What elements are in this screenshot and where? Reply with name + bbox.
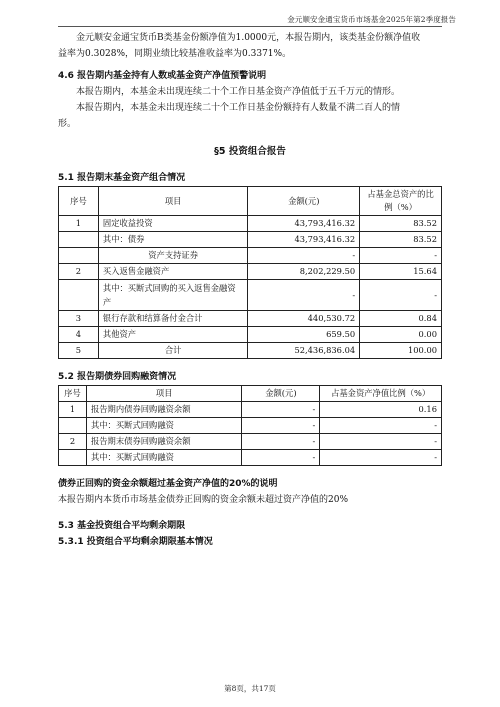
cell-amount: - — [242, 434, 320, 450]
cell-ratio: 83.52 — [360, 216, 442, 232]
cell-ratio: 100.00 — [360, 343, 442, 359]
cell-item: 买入返售金融资产 — [98, 264, 247, 280]
cell-amount: 52,436,836.04 — [248, 343, 360, 359]
section-4-6-para-2-line-2: 形。 — [58, 119, 77, 129]
cell-amount: - — [242, 418, 320, 434]
cell-item: 其他资产 — [98, 327, 247, 343]
cell-no: 3 — [59, 311, 99, 327]
document-body — [58, 30, 442, 550]
cell-ratio: - — [360, 248, 442, 264]
cell-item: 合计 — [98, 343, 247, 359]
section-5-3-1-heading: 5.3.1 投资组合平均剩余期限基本情况 — [58, 537, 213, 547]
cell-ratio: 0.16 — [320, 402, 442, 418]
column-header-amount: 金额(元) — [242, 386, 320, 402]
column-header-item: 项目 — [86, 386, 242, 402]
table-5-2-heading: 5.2 报告期债券回购融资情况 — [58, 372, 177, 382]
cell-amount: 8,202,229.50 — [248, 264, 360, 280]
cell-amount: 43,793,416.32 — [248, 216, 360, 232]
intro-line-1: 金元顺安金通宝货币B类基金份额净值为1.0000元，本报告期内，该类基金份额净值收 — [76, 33, 421, 43]
cell-amount: 659.50 — [248, 327, 360, 343]
section-4-6-heading: 4.6 报告期内基金持有人数或基金资产净值预警说明 — [58, 71, 267, 81]
cell-no — [59, 232, 99, 248]
table-row — [59, 264, 442, 280]
cell-item: 固定收益投资 — [98, 216, 247, 232]
cell-ratio: 15.64 — [360, 264, 442, 280]
section-4-6-para-2-line-1: 本报告期内，本基金未出现连续二十个工作日基金份额持有人数量不满二百人的情 — [76, 103, 401, 113]
cell-ratio: - — [320, 434, 442, 450]
cell-item: 其中：买断式回购的买入返售金融资产 — [98, 280, 247, 311]
repo-financing-table — [58, 385, 442, 466]
table-row — [59, 434, 442, 450]
table-row — [59, 216, 442, 232]
cell-no: 1 — [59, 216, 99, 232]
cell-amount: 43,793,416.32 — [248, 232, 360, 248]
cell-amount: - — [242, 450, 320, 466]
table-row — [59, 327, 442, 343]
column-header-ratio: 占基金资产净值比例（%） — [320, 386, 442, 402]
table-header-row — [59, 386, 442, 402]
column-header-no: 序号 — [59, 386, 87, 402]
cell-item: 其中：债券 — [98, 232, 247, 248]
cell-no: 1 — [59, 402, 87, 418]
column-header-item: 项目 — [98, 187, 247, 216]
cell-ratio: 83.52 — [360, 232, 442, 248]
cell-item: 其中：买断式回购融资 — [86, 418, 242, 434]
table-row — [59, 311, 442, 327]
table-row — [59, 402, 442, 418]
cell-amount: 440,530.72 — [248, 311, 360, 327]
cell-item: 报告期末债券回购融资余额 — [86, 434, 242, 450]
cell-no — [59, 418, 87, 434]
cell-no — [59, 450, 87, 466]
cell-item: 银行存款和结算备付金合计 — [98, 311, 247, 327]
cell-ratio: - — [320, 418, 442, 434]
cell-item: 资产支持证券 — [98, 248, 247, 264]
cell-ratio: 0.00 — [360, 327, 442, 343]
section-5-3-heading: 5.3 基金投资组合平均剩余期限 — [58, 521, 186, 531]
cell-no: 4 — [59, 327, 99, 343]
table-5-1-heading: 5.1 报告期末基金资产组合情况 — [58, 173, 186, 183]
column-header-no: 序号 — [59, 187, 99, 216]
cell-ratio: 0.84 — [360, 311, 442, 327]
cell-amount: - — [248, 280, 360, 311]
table-row — [59, 280, 442, 311]
cell-no: 2 — [59, 264, 99, 280]
section-4-6-para-1: 本报告期内，本基金未出现连续二十个工作日基金资产净值低于五千万元的情形。 — [76, 87, 401, 97]
repo-note-heading: 债券正回购的资金余额超过基金资产净值的20%的说明 — [58, 479, 278, 489]
cell-amount: - — [248, 248, 360, 264]
intro-line-2: 益率为0.3028%，同期业绩比较基准收益率为0.3371%。 — [58, 49, 292, 59]
cell-ratio: - — [360, 280, 442, 311]
asset-allocation-table — [58, 186, 442, 359]
page-number: 第8页，共17页 — [224, 684, 276, 693]
section-5-title: §5 投资组合报告 — [214, 146, 286, 157]
cell-item: 报告期内债券回购融资余额 — [86, 402, 242, 418]
table-row-total — [59, 343, 442, 359]
header-divider — [58, 26, 442, 27]
cell-no: 5 — [59, 343, 99, 359]
table-row — [59, 232, 442, 248]
column-header-amount: 金额(元) — [248, 187, 360, 216]
table-header-row — [59, 187, 442, 216]
cell-no: 2 — [59, 434, 87, 450]
table-row — [59, 418, 442, 434]
column-header-ratio: 占基金总资产的比例（%） — [360, 187, 442, 216]
cell-amount: - — [242, 402, 320, 418]
repo-note-text: 本报告期内本货币市场基金债券正回购的资金余额未超过资产净值的20% — [58, 495, 349, 505]
cell-no — [59, 248, 99, 264]
table-row — [59, 450, 442, 466]
cell-item: 其中：买断式回购融资 — [86, 450, 242, 466]
table-row — [59, 248, 442, 264]
page-header: 金元顺安金通宝货币市场基金2025年第2季度报告 — [287, 15, 456, 24]
cell-no — [59, 280, 99, 311]
cell-ratio: - — [320, 450, 442, 466]
